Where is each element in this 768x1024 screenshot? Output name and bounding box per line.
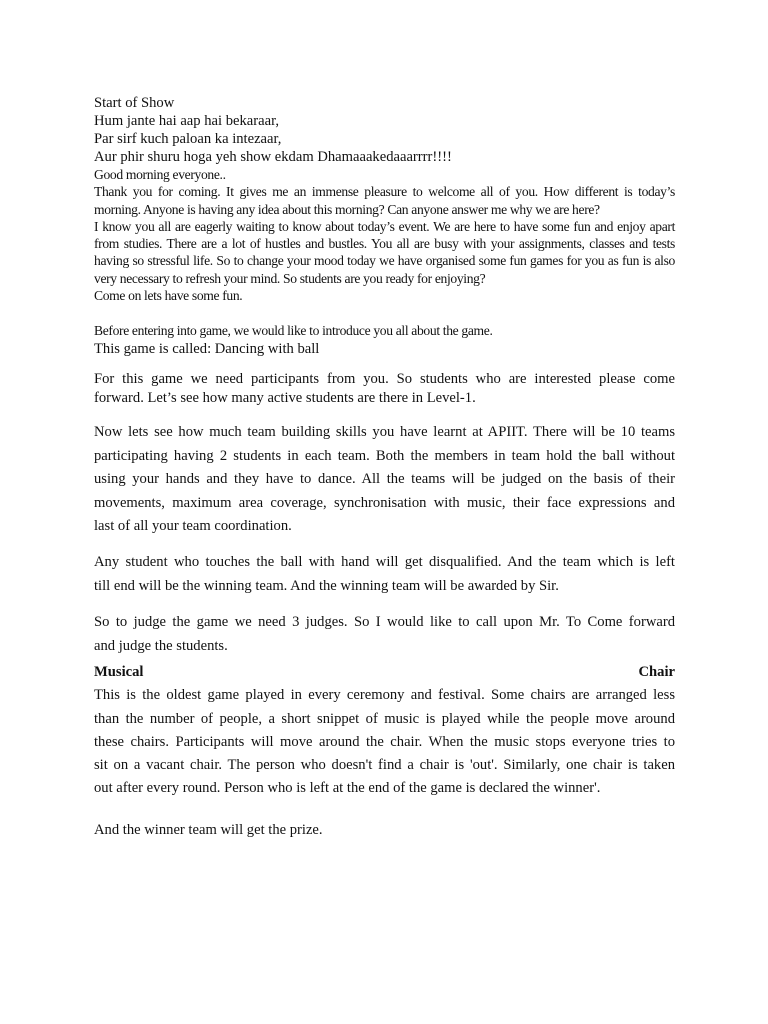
text-line: Aur phir shuru hoga yeh show ekdam Dhamaaakedaaarrrr!!!! <box>94 149 452 165</box>
text-line: For this game we need participants from you. So students who are interested please come <box>94 371 675 387</box>
intro-poem <box>94 94 675 166</box>
text-line: Now lets see how much team building skills you have learnt at APIIT. There will be 10 teams <box>94 424 675 440</box>
text-line: morning. Anyone is having any idea about this morning? Can anyone answer me why we are here? <box>94 201 600 217</box>
judges-paragraph <box>94 610 675 658</box>
text-line: movements, maximum area coverage, synchronisation with music, their face expressions and <box>94 494 675 511</box>
text-line: participating having 2 students in each team. Both the members in team hold the ball without <box>94 447 675 464</box>
text-line: Thank you for coming. It gives me an immense pleasure to welcome all of you. How different is today’s <box>94 184 675 200</box>
musical-chair-section <box>94 661 675 801</box>
text-line: Good morning everyone.. <box>94 167 226 182</box>
text-line: last of all your team coordination. <box>94 518 292 534</box>
text-line: So to judge the game we need 3 judges. So I would like to call upon Mr. To Come forward <box>94 614 675 630</box>
text-line: This is the oldest game played in every ceremony and festival. Some chairs are arranged less <box>94 687 675 704</box>
text-line: from studies. There are a lot of hustles and bustles. You all are busy with your assignments, classes and tests <box>94 236 675 252</box>
text-line: This game is called: Dancing with ball <box>94 341 320 357</box>
text-line: Come on lets have some fun. <box>94 288 243 304</box>
text-line: and judge the students. <box>94 638 228 654</box>
text-line: having so stressful life. So to change your mood today we have organised some fun games for you as fun is also <box>94 253 675 269</box>
text-line: Par sirf kuch paloan ka intezaar, <box>94 131 282 147</box>
section-heading <box>94 661 675 684</box>
game-intro <box>94 322 675 358</box>
text-line: forward. Let’s see how many active students are there in Level-1. <box>94 390 476 406</box>
welcome-paragraph <box>94 166 675 304</box>
text-line: Start of Show <box>94 95 175 111</box>
heading-right: Chair <box>638 664 675 680</box>
text-line: I know you all are eagerly waiting to know about today’s event. We are here to have some fun and enjoy apart <box>94 218 675 234</box>
text-line: out after every round. Person who is left at the end of the game is declared the winner'. <box>94 780 601 797</box>
heading-left: Musical <box>94 664 144 680</box>
closing-line: And the winner team will get the prize. <box>94 822 323 838</box>
text-line: than the number of people, a short snippet of music is played while the people move around <box>94 710 675 727</box>
text-line: till end will be the winning team. And the winning team will be awarded by Sir. <box>94 578 559 594</box>
text-line: Any student who touches the ball with hand will get disqualified. And the team which is left <box>94 554 675 570</box>
text-line: Hum jante hai aap hai bekaraar, <box>94 113 279 129</box>
text-line: sit on a vacant chair. The person who doesn't find a chair is 'out'. Similarly, one chair is taken <box>94 757 675 774</box>
teams-paragraph <box>94 421 675 539</box>
rules-paragraph <box>94 550 675 598</box>
text-line: Before entering into game, we would like to introduce you all about the game. <box>94 323 493 338</box>
text-line: using your hands and they have to dance. All the teams will be judged on the basis of their <box>94 471 675 487</box>
text-line: these chairs. Participants will move around the chair. When the music stops everyone tries to <box>94 733 675 750</box>
participants-paragraph <box>94 370 675 408</box>
text-line: very necessary to refresh your mind. So students are you ready for enjoying? <box>94 270 486 286</box>
